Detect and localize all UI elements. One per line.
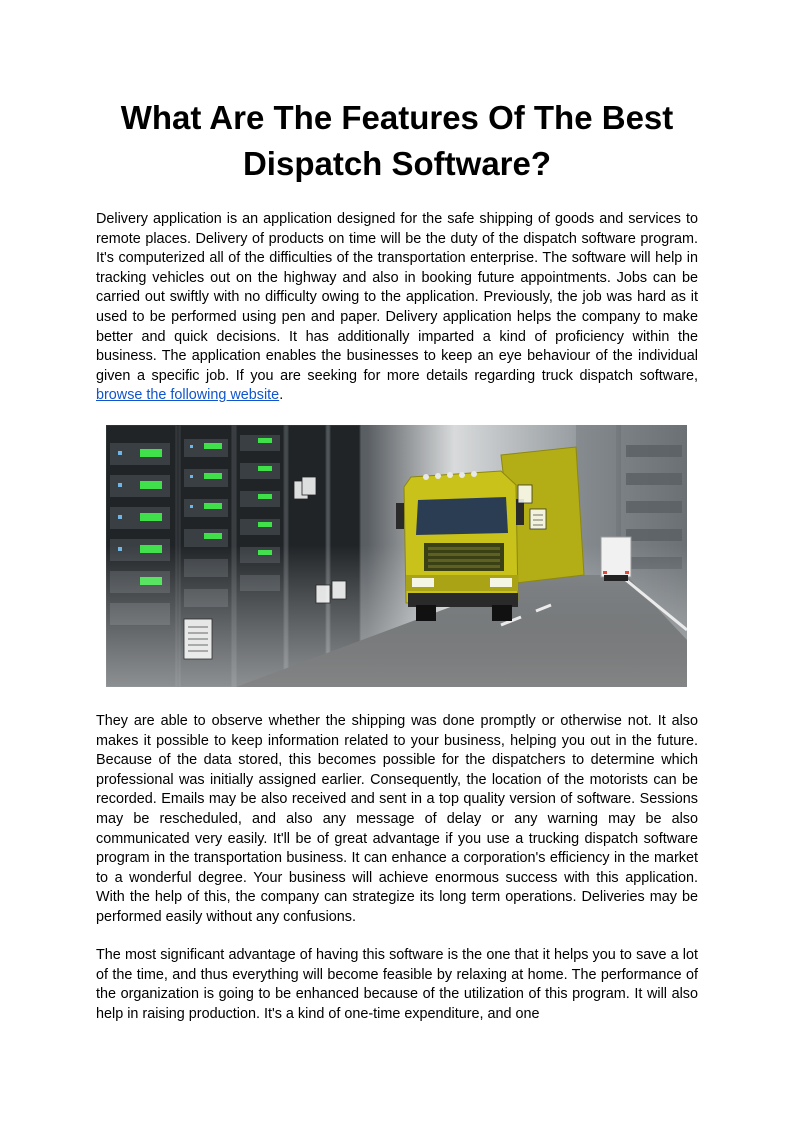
paragraph-intro [96,210,698,406]
website-link[interactable]: browse the following website [96,387,280,404]
paragraph-advantage: The most significant advantage of having this software is the one that it helps you to save a lot of the time, and thus everything will become feasible by relaxing at home. The performance of the organization is going to be enhanced because of the utilization of this program. It will also help in raising production. It's a kind of one-time expenditure, and one [96,947,698,1022]
page-title: What Are The Features Of The Best Dispatch Software? [120,99,674,182]
paragraph-intro-end: . [279,387,284,404]
truck-server-image [106,425,687,687]
paragraph-benefits: They are able to observe whether the shipping was done promptly or otherwise not. It also makes it possible to keep information related to your business, helping you out in the future. Because of the data stored, this becomes possible for the dispatchers to determine which professional was initially assigned earlier. Consequently, the location of the motorists can be recorded. Emails may be also received and sent in a top quality version of software. Sessions may be rescheduled, and also any message of delay or any warning may be also communicated very easily. It'll be of great advantage if you use a trucking dispatch software program in the transportation business. It can enhance a corporation's efficiency in the market to a wonderful degree. Your business will achieve enormous success with this application. With the help of this, the company can strategize its long term operations. Deliveries may be performed easily without any confusions. [96,713,698,925]
paragraph-intro-text: Delivery application is an application designed for the safe shipping of goods and services to remote places. Delivery of products on time will be the duty of the dispatch software program. It's computerized all of the difficulties of the transportation enterprise. The software will help in tracking vehicles out on the highway and also in booking future appointments. Jobs can be carried out swiftly with no difficulty owing to the application. Previously, the job was hard as it used to be performed using pen and paper. Delivery application helps the company to make better and quick decisions. It has additionally imparted a kind of proficiency within the business. The application enables the businesses to keep an eye behaviour of the individual given a specific job. If you are seeking for more details regarding truck dispatch software, [96,211,698,384]
